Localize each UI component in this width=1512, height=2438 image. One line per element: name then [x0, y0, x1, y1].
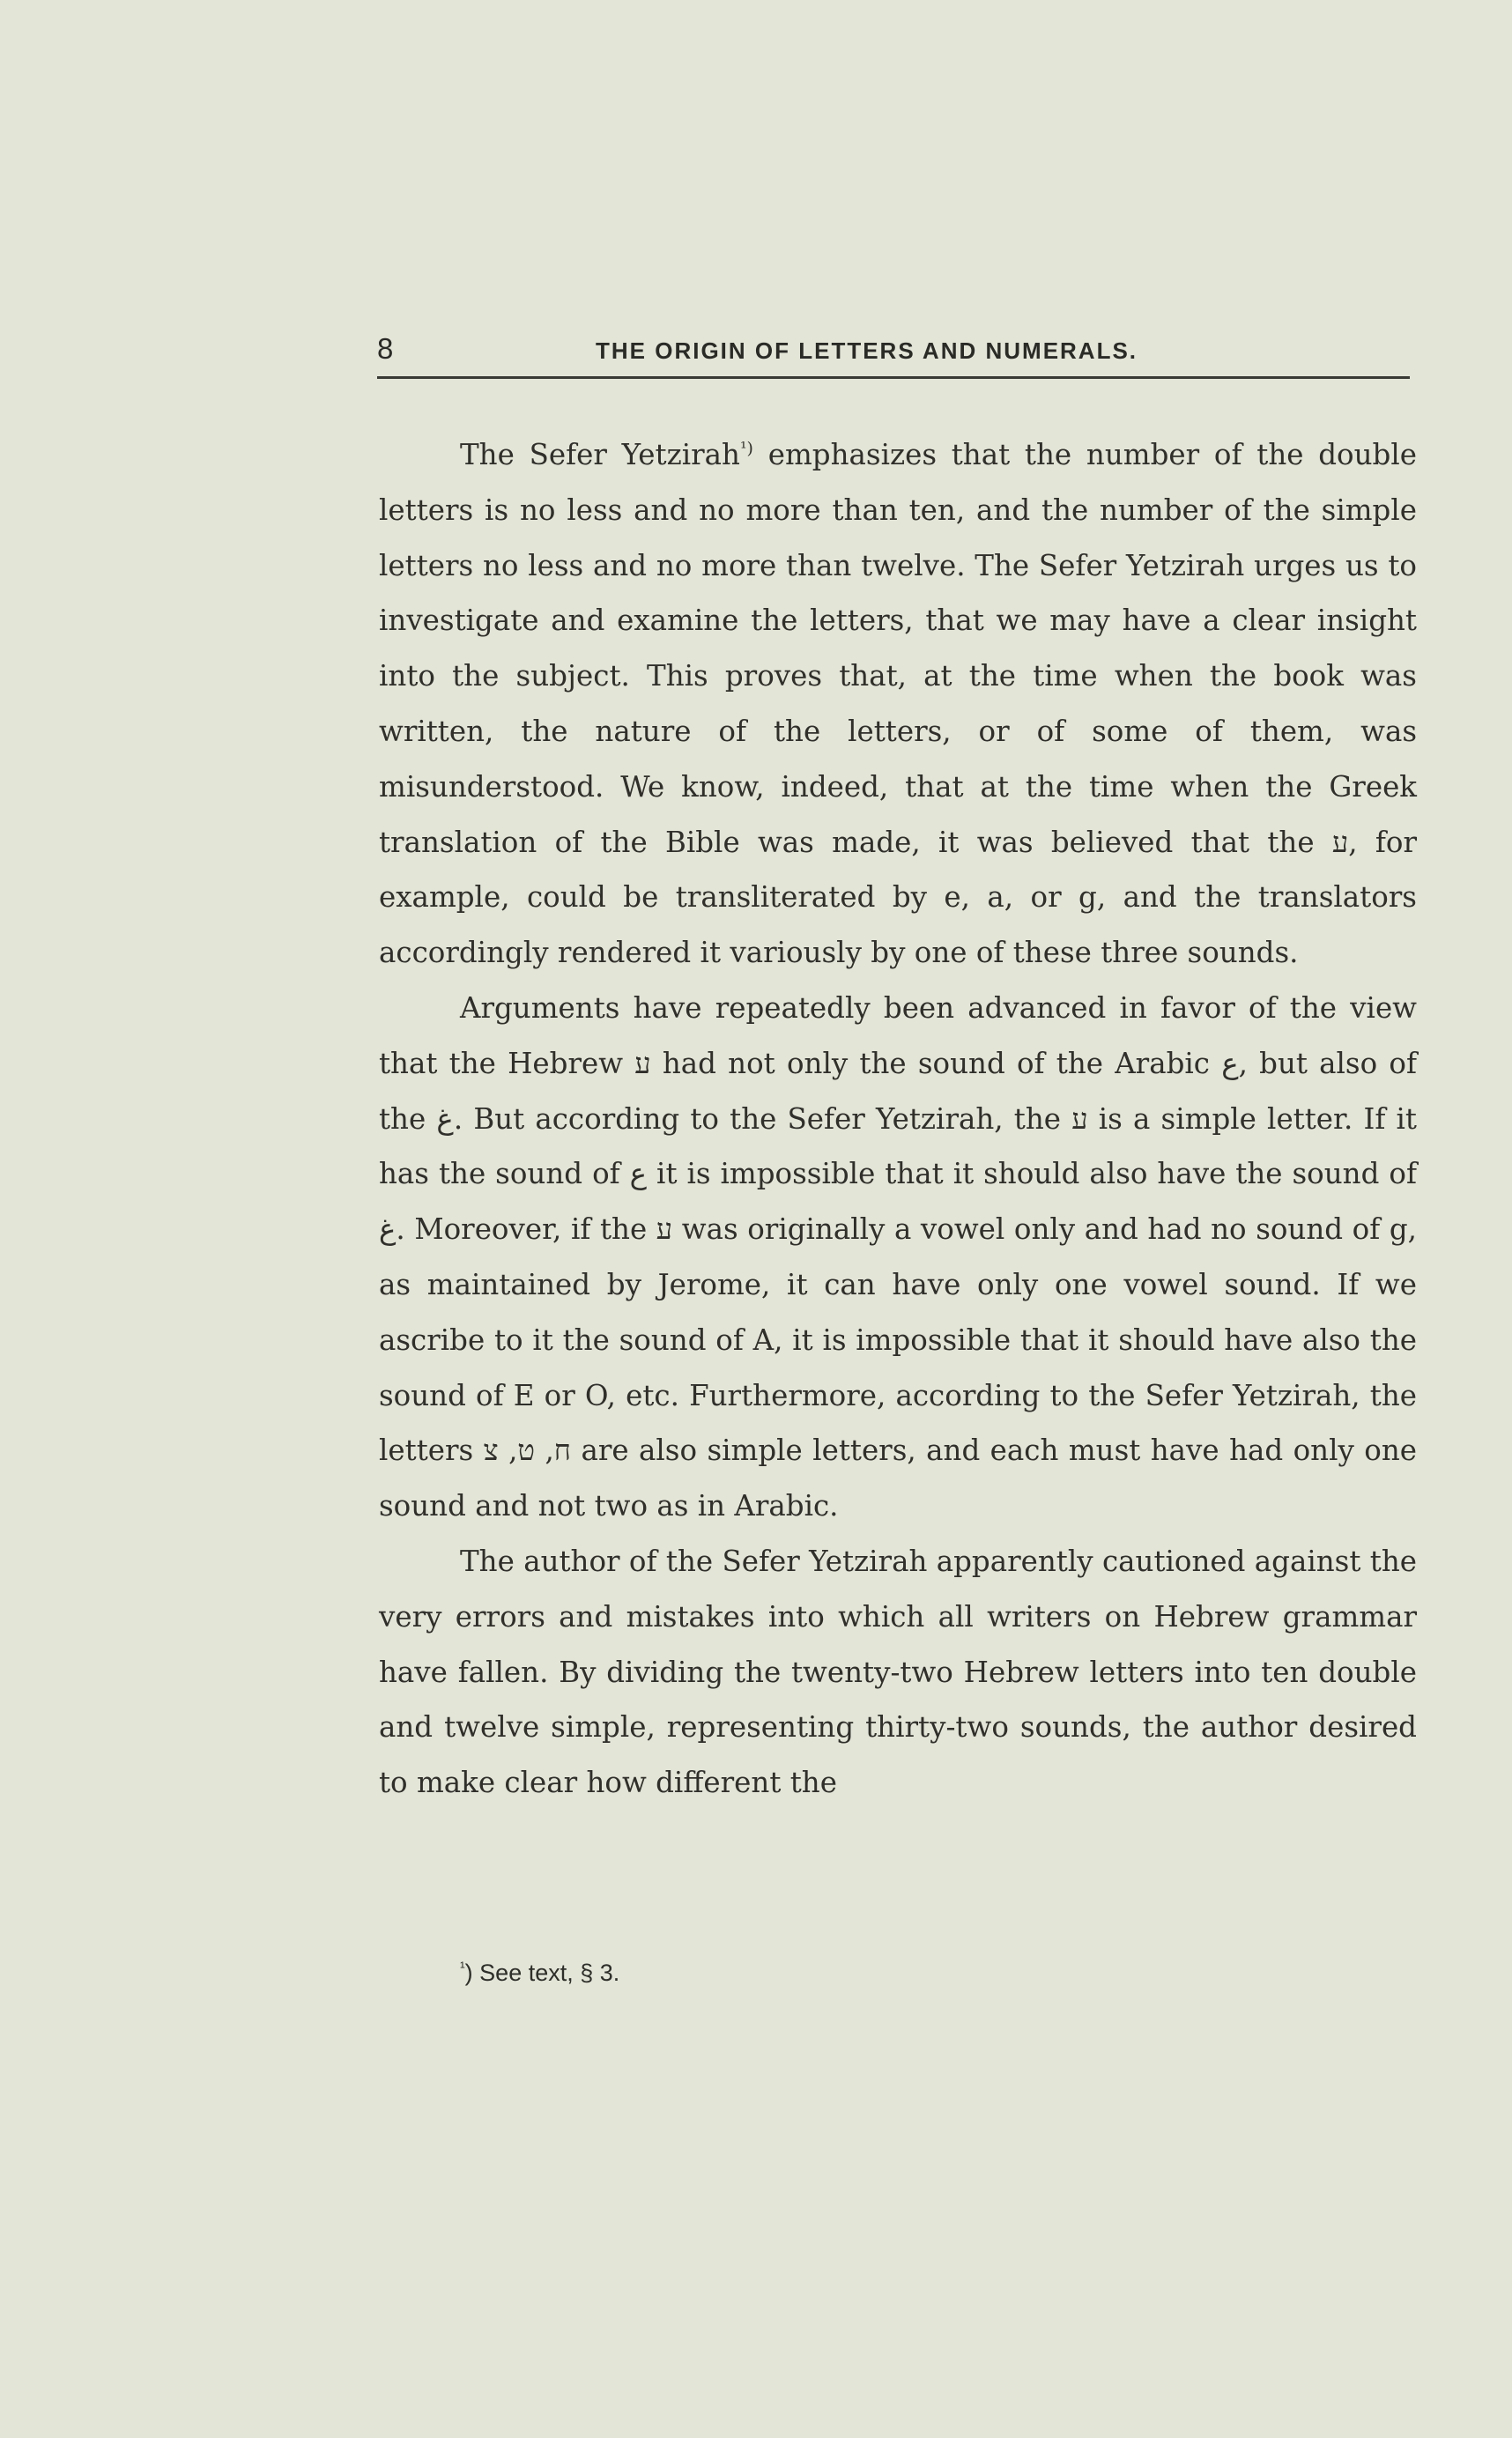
- paragraph-1-lead: The Sefer Yetzirah: [460, 438, 740, 471]
- paragraph-1: [379, 427, 1417, 981]
- paragraph-1-body: emphasizes that the number of the double letters is no less and no more than ten, and the number of the simple letters no less and no more than twelve. The Sefer Yetzirah urges us to investigate and examine the letters, that we may have a clear insight into the subject. This proves that, at the time when the book was written, the nature of the letters, or of some of them, was misunderstood. We know, indeed, that at the time when the Greek translation of the Bible was made, it was believed that the ע, for example, could be transliterated by e, a, or g, and the translators accordingly rendered it variously by one of these three sounds.: [379, 438, 1417, 970]
- running-header: [377, 332, 1410, 379]
- body-text: [379, 427, 1417, 1811]
- page-number: 8: [377, 332, 394, 365]
- footnote-text: ) See text, § 3.: [464, 1960, 620, 1986]
- footnote-mark: ¹: [460, 1959, 465, 1975]
- footnote: [460, 1960, 619, 1987]
- footnote-reference[interactable]: ¹): [739, 439, 753, 459]
- running-title: THE ORIGIN OF LETTERS AND NUMERALS.: [596, 337, 1138, 364]
- paragraph-2: Arguments have repeatedly been advanced in favor of the view that the Hebrew ע had not only the sound of the Arabic ع, but also of the غ. But according to the Sefer Yetzirah, the ע is a simple letter. If it has the sound of ع it is impossible that it should also have the sound of غ. Moreover, if the ע was originally a vowel only and had no sound of g, as maintained by Jerome, it can have only one vowel sound. If we ascribe to it the sound of A, it is impossible that it should have also the sound of E or O, etc. Furthermore, according to the Sefer Yetzirah, the letters ח, ט, צ are also simple letters, and each must have had only one sound and not two as in Arabic.: [379, 990, 1418, 1523]
- paragraph-3: The author of the Sefer Yetzirah apparently cautioned against the very errors and mistakes into which all writers on Hebrew grammar have fallen. By dividing the twenty-two Hebrew letters into ten double and twelve simple, representing thirty-two sounds, the author desired to make clear how different the: [379, 1544, 1417, 1800]
